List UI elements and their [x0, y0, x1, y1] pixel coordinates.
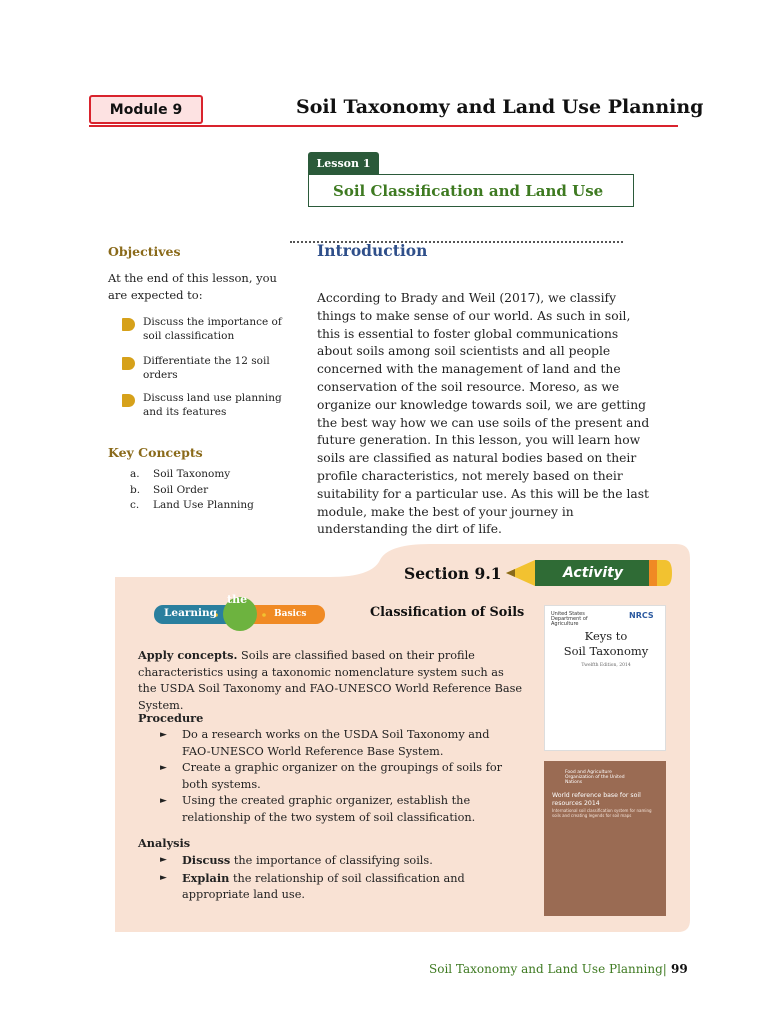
- module-label: Module 9: [109, 101, 183, 118]
- lesson-title: Soil Classification and Land Use: [333, 181, 604, 200]
- procedure-item: [160, 793, 520, 826]
- badge-the: the: [227, 593, 248, 606]
- triangle-bullet-icon: ►: [160, 730, 167, 740]
- key-concept-text: Soil Order: [153, 483, 209, 496]
- objective-text: Discuss land use planning and its features: [143, 392, 282, 418]
- key-concepts-heading: Key Concepts: [108, 445, 203, 460]
- key-concept-letter: b.: [130, 483, 141, 496]
- page-number: 99: [666, 962, 688, 976]
- usda-agency: United States Department of Agriculture: [551, 611, 588, 627]
- triangle-bullet-icon: ►: [160, 872, 167, 883]
- analysis-body: the relationship of soil classification and appropriate land use.: [182, 871, 465, 901]
- apply-text: Soils are classified based on their profile characteristics using a taxonomic nomenclature system such as the USDA Soil Taxonomy and FAO-UNESCO World Reference Base System.: [138, 649, 523, 712]
- keys-to-soil-taxonomy-cover: [544, 605, 666, 751]
- analysis-lead: Discuss: [182, 853, 231, 867]
- activity-title: Classification of Soils: [370, 605, 525, 620]
- nrcs-logo: NRCS: [629, 611, 654, 620]
- analysis-lead: Explain: [182, 870, 230, 885]
- analysis-text: [182, 870, 520, 904]
- analysis-item: [160, 870, 520, 904]
- fao-org: Food and Agriculture Organization of the United Nations: [565, 770, 625, 785]
- objectives-heading: Objectives: [108, 244, 181, 259]
- module-title: Soil Taxonomy and Land Use Planning: [296, 96, 704, 118]
- key-concept-letter: a.: [130, 468, 140, 480]
- lesson-tab: Lesson 1: [308, 152, 379, 174]
- analysis-text: [182, 852, 433, 870]
- procedure-text: Do a research works on the USDA Soil Taxonomy and FAO-UNESCO World Reference Base System.: [182, 728, 490, 758]
- footer-title: Soil Taxonomy and Land Use Planning|: [429, 962, 667, 976]
- book-subtitle: International soil classification system for naming soils and creating legends for soil maps: [552, 808, 652, 818]
- activity-label: Activity: [563, 565, 623, 581]
- analysis-list: [160, 852, 520, 904]
- world-reference-base-cover: [544, 761, 666, 916]
- analysis-body: the importance of classifying soils.: [230, 854, 433, 867]
- key-concept-text: Land Use Planning: [153, 499, 254, 511]
- procedure-list: [160, 727, 520, 826]
- procedure-heading: Procedure: [138, 711, 204, 725]
- key-concept-letter: c.: [130, 499, 140, 511]
- objective-text: Differentiate the 12 soil orders: [143, 355, 270, 381]
- procedure-item: [160, 727, 520, 760]
- objectives-intro: At the end of this lesson, you are expected to:: [108, 271, 277, 302]
- badge-basics: Basics: [274, 609, 307, 619]
- apply-lead: Apply concepts.: [138, 648, 238, 662]
- book-edition: Twelfth Edition, 2014: [581, 663, 631, 668]
- triangle-bullet-icon: ►: [160, 855, 167, 865]
- procedure-text: Create a graphic organizer on the groupings of soils for both systems.: [182, 761, 503, 791]
- procedure-text: Using the created graphic organizer, establish the relationship of the two system of soil classification.: [182, 794, 476, 824]
- objective-text: Discuss the importance of soil classification: [143, 316, 282, 342]
- book-title: World reference base for soil resources 2014: [552, 792, 641, 807]
- analysis-item: [160, 852, 520, 870]
- triangle-bullet-icon: ►: [160, 763, 167, 773]
- triangle-bullet-icon: ►: [160, 796, 167, 806]
- introduction-heading: Introduction: [317, 241, 428, 260]
- apply-concepts-paragraph: [138, 647, 523, 714]
- section-label: Section 9.1: [404, 564, 502, 583]
- procedure-item: [160, 760, 520, 793]
- analysis-heading: Analysis: [138, 836, 191, 850]
- book-title: Keys to Soil Taxonomy: [563, 629, 649, 658]
- key-concept-text: Soil Taxonomy: [153, 468, 231, 480]
- page-footer: [429, 962, 688, 976]
- badge-learning: Learning: [164, 607, 217, 619]
- introduction-body: According to Brady and Weil (2017), we classify things to make sense of our world. As such in soil, this is essential to foster global communications about soils among soil scientists and all people concerned with the management of land and the conservation of the soil resource. Moreso, as we organize our knowledge towards soil, we are getting the best way how we can use soils of the present and future generation. In this lesson, you will learn how soils are classified as natural bodies based on their profile characteristics, not merely based on their suitability for a particular use. As this will be the last module, make the best of your journey in understanding the dirt of life.: [317, 291, 650, 537]
